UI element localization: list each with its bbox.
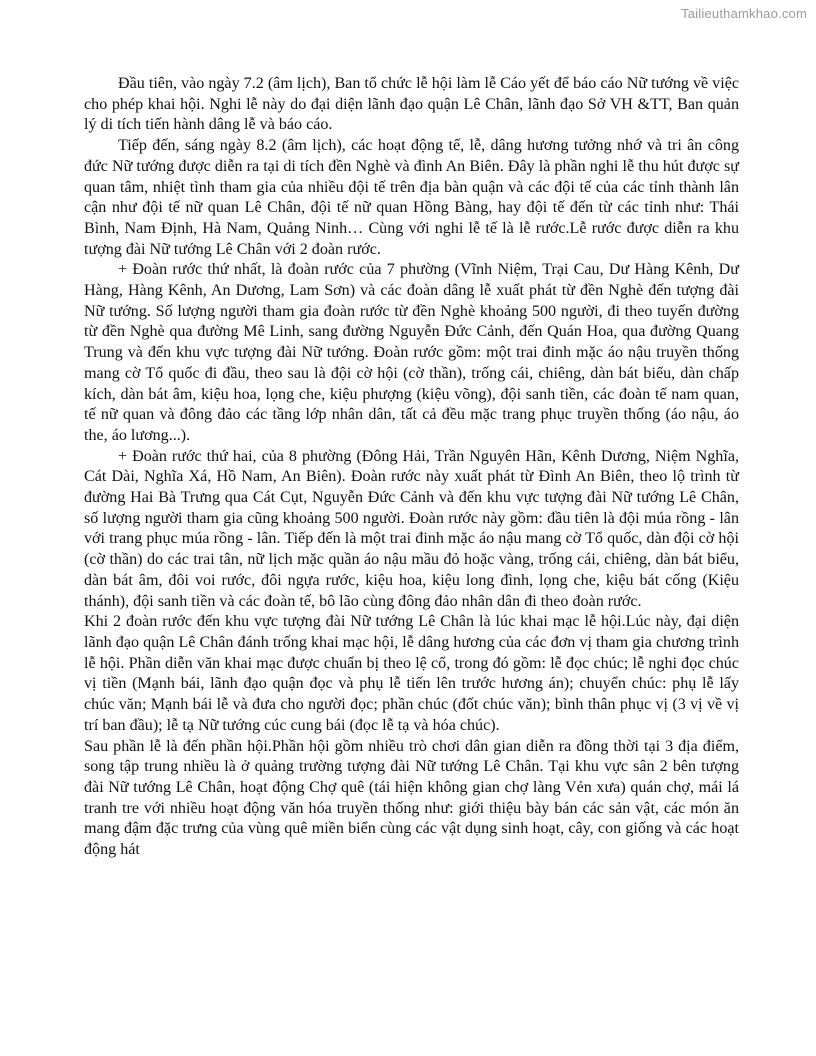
- paragraph-5: Khi 2 đoàn rước đến khu vực tượng đài Nữ tướng Lê Chân là lúc khai mạc lễ hội.Lúc này, đại diện lãnh đạo quận Lê Chân đánh trống khai mạc hội, lễ dâng hương của các đơn vị tham gia chương trình lễ hội. Phần diễn văn khai mạc được chuẩn bị theo lệ cổ, trong đó gồm: lễ đọc chúc; lễ nghi đọc chúc vị tiền (Mạnh bái, lãnh đạo quận đọc và phụ lễ tiến lên trước hương án); chuyển chúc: phụ lễ lấy chúc văn; Mạnh bái lễ và đưa cho người đọc; phần chúc (đốt chúc văn); bình thân phục vị (3 vị về vị trí ban đầu); lễ tạ Nữ tướng cúc cung bái (đọc lễ tạ và hóa chúc).: [84, 613, 739, 734]
- paragraph-3: + Đoàn rước thứ nhất, là đoàn rước của 7 phường (Vĩnh Niệm, Trại Cau, Dư Hàng Kênh, Dư Hàng, Hàng Kênh, An Dương, Lam Sơn) và các đoàn dâng lễ xuất phát từ đền Nghè đến tượng đài Nữ tướng. Số lượng người tham gia đoàn rước từ đền Nghè khoảng 500 người, đi theo tuyến đường từ đền Nghè qua đường Mê Linh, sang đường Nguyễn Đức Cảnh, đến Quán Hoa, qua đường Quang Trung và đến khu vực tượng đài Nữ tướng. Đoàn rước gồm: một trai đinh mặc áo nậu truyền thống mang cờ Tổ quốc đi đầu, theo sau là đội cờ hội (cờ thần), trống cái, chiêng, dàn bát biểu, dàn chấp kích, dàn bát âm, kiệu hoa, lọng che, kiệu phượng (kiệu võng), đội sanh tiền, các đoàn tế nam quan, tế nữ quan và đông đảo các tầng lớp nhân dân, tất cả đều mặc trang phục truyền thống (áo nậu, áo the, áo lương...).: [84, 261, 739, 444]
- document-body: [84, 74, 739, 861]
- paragraph-2: Tiếp đến, sáng ngày 8.2 (âm lịch), các hoạt động tế, lễ, dâng hương tưởng nhớ và tri ân công đức Nữ tướng được diễn ra tại di tích đền Nghè và đình An Biên. Đây là phần nghi lễ thu hút được sự quan tâm, nhiệt tình tham gia của nhiều đội tế trên địa bàn quận và các đội tế của các tỉnh thành lân cận như đội tế nữ quan Lê Chân, đội tế nữ quan Hồng Bàng, hay đội tế đến từ các tỉnh như: Thái Bình, Nam Định, Hà Nam, Quảng Ninh… Cùng với nghi lễ tế là lễ rước.Lễ rước được diễn ra khu tượng đài Nữ tướng Lê Chân với 2 đoàn rước.: [84, 137, 739, 258]
- watermark-text: Tailieuthamkhao.com: [681, 6, 807, 21]
- paragraph-4: + Đoàn rước thứ hai, của 8 phường (Đông Hải, Trần Nguyên Hãn, Kênh Dương, Niệm Nghĩa, Cát Dài, Nghĩa Xá, Hồ Nam, An Biên). Đoàn rước này xuất phát từ Đình An Biên, theo lộ trình từ đường Hai Bà Trưng qua Cát Cụt, Nguyễn Đức Cảnh và đến khu vực tượng đài Nữ tướng Lê Chân, số lượng người tham gia cũng khoảng 500 người. Đoàn rước này gồm: đầu tiên là đội múa rồng - lân với trang phục múa rồng - lân. Tiếp đến là một trai đinh mặc áo nậu mang cờ Tổ quốc, dàn đội cờ hội (cờ thần) do các trai tân, nữ lịch mặc quần áo nậu mầu đỏ hoặc vàng, trống cái, chiêng, dàn bát biểu, dàn bát âm, đôi voi rước, đôi ngựa rước, kiệu hoa, kiệu long đình, lọng che, kiệu bát cống (Kiệu thánh), đội sanh tiền và các đoàn tế, bô lão cùng đông đảo nhân dân đi theo đoàn rước.: [84, 447, 739, 610]
- paragraph-6: Sau phần lễ là đến phần hội.Phần hội gồm nhiều trò chơi dân gian diễn ra đồng thời tại 3 địa điểm, song tập trung nhiều là ở quảng trường tượng đài Nữ tướng Lê Chân. Tại khu vực sân 2 bên tượng đài Nữ tướng Lê Chân, hoạt động Chợ quê (tái hiện không gian chợ làng Vẻn xưa) quán chợ, mái lá tranh tre với nhiều hoạt động văn hóa truyền thống như: giới thiệu bày bán các sản vật, các món ăn mang đậm đặc trưng của vùng quê miền biển cùng các vật dụng sinh hoạt, cây, con giống và các hoạt động hát: [84, 737, 739, 859]
- paragraph-1: Đầu tiên, vào ngày 7.2 (âm lịch), Ban tổ chức lễ hội làm lễ Cáo yết để báo cáo Nữ tướng về việc cho phép khai hội. Nghi lễ này do đại diện lãnh đạo quận Lê Chân, lãnh đạo Sở VH &TT, Ban quản lý di tích tiến hành dâng lễ và báo cáo.: [84, 75, 739, 134]
